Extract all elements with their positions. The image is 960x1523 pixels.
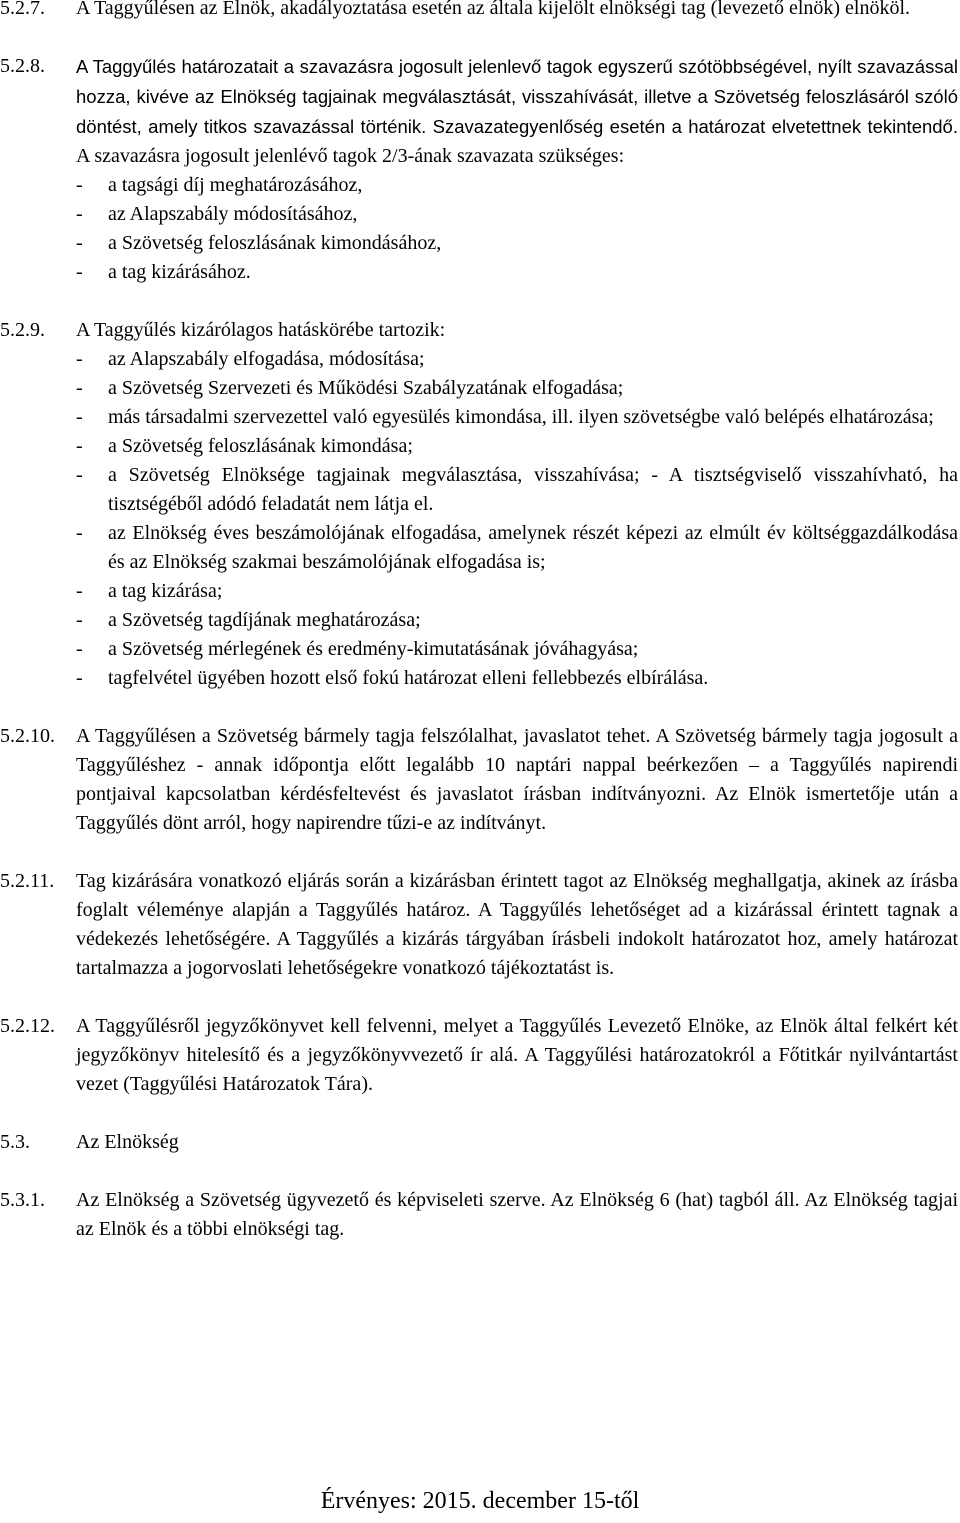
clause-text: A Taggyűlésen a Szövetség bármely tagja felszólalhat, javaslatot tehet. A Szövetség bármely tagja jogosult a Taggyűléshez - annak időpontja előtt legalább 10 naptári nappal beérkezően – a Taggyűlés napirendi pontjaival kapcsolatban kérdésfeltevést és javaslatot írásban indítványozni. Az Elnök ismertetője után a Taggyűlés dönt arról, hogy napirendre tűzi-e az indítványt. [76, 725, 958, 834]
clause-number: 5.2.7. [0, 0, 45, 19]
list-item: - a Szövetség tagdíjának meghatározása; [76, 609, 421, 631]
list-item: - a tag kizárásához. [76, 261, 251, 283]
clause-number: 5.2.12. [0, 1015, 55, 1037]
clause-number: 5.3. [0, 1131, 30, 1153]
clause-5-2-12 [0, 1012, 958, 1099]
clause-text: A Taggyűlés határozatait a szavazásra jogosult jelenlevő tagok egyszerű szótöbbségével, nyílt szavazással hozza, kivéve az Elnökség tagjainak megválasztását, visszahívását, illetve a Szövetség feloszlásáról szóló döntést, amely titkos szavazással történik. Szavazategyenlőség esetén a határozat elvetettnek tekintendő. [76, 56, 958, 137]
clause-text: A Taggyűlés kizárólagos hatáskörébe tartozik: [76, 319, 446, 341]
section-title: Az Elnökség [76, 1131, 179, 1153]
clause-text: Tag kizárására vonatkozó eljárás során a kizárásban érintett tagot az Elnökség meghallgatja, akinek az írásba foglalt véleménye alapján a Taggyűlés határoz. A Taggyűlés lehetőséget ad a kizárással érintett tagnak a védekezés lehetőségére. A Taggyűlés a kizárás tárgyában írásbeli indokolt határozatot hoz, amely határozat tartalmazza a jogorvoslati lehetőségekre vonatkozó tájékoztatást is. [76, 870, 958, 979]
list-item: - az Alapszabály elfogadása, módosítása; [76, 348, 425, 370]
list-item: - az Alapszabály módosításához, [76, 203, 358, 225]
list-item: - más társadalmi szervezettel való egyesülés kimondása, ill. ilyen szövetségbe való belépés elhatározása; [76, 406, 934, 428]
competence-list [76, 345, 958, 693]
list-item: - a tag kizárása; [76, 580, 223, 602]
clause-number: 5.2.10. [0, 725, 55, 747]
clause-text: Az Elnökség a Szövetség ügyvezető és képviseleti szerve. Az Elnökség 6 (hat) tagból áll. Az Elnökség tagjai az Elnök és a többi elnökségi tag. [76, 1189, 958, 1240]
clause-5-2-7 [0, 0, 958, 23]
clause-number: 5.3.1. [0, 1189, 45, 1211]
clause-5-2-9 [0, 316, 958, 693]
page-footer-validity: Érvényes: 2015. december 15-től [320, 1488, 640, 1514]
clause-5-2-11 [0, 867, 958, 983]
clause-text: A Taggyűlésen az Elnök, akadályoztatása esetén az általa kijelölt elnökségi tag (levezető elnök) elnököl. [76, 0, 911, 19]
list-item: - a Szövetség mérlegének és eredmény-kimutatásának jóváhagyása; [76, 638, 639, 660]
list-item: - a tagsági díj meghatározásához, [76, 174, 363, 196]
section-5-3-heading [0, 1128, 958, 1157]
requirement-list [76, 171, 958, 287]
list-item: - a Szövetség Elnöksége tagjainak megválasztása, visszahívása; - A tisztségviselő visszahívható, ha tisztségéből adódó feladatát nem látja el. [76, 464, 958, 515]
clause-number: 5.2.8. [0, 55, 45, 77]
list-item: - a Szövetség Szervezeti és Működési Szabályzatának elfogadása; [76, 377, 624, 399]
clause-number: 5.2.11. [0, 870, 55, 892]
list-item: - a Szövetség feloszlásának kimondása; [76, 435, 413, 457]
clause-5-2-8 [0, 52, 958, 287]
clause-text: A Taggyűlésről jegyzőkönyvet kell felvenni, melyet a Taggyűlés Levezető Elnöke, az Elnök által felkért két jegyzőkönyv hitelesítő és a jegyzőkönyvvezető ír alá. A Taggyűlési határozatokról a Főtitkár nyilvántartást vezet (Taggyűlési Határozatok Tára). [76, 1015, 958, 1095]
list-item: - tagfelvétel ügyében hozott első fokú határozat elleni fellebbezés elbírálása. [76, 667, 709, 689]
clause-text-continued: A szavazásra jogosult jelenlévő tagok 2/3-ának szavazata szükséges: [76, 145, 625, 167]
clause-5-3-1 [0, 1186, 958, 1244]
clause-number: 5.2.9. [0, 319, 45, 341]
list-item: - az Elnökség éves beszámolójának elfogadása, amelynek részét képezi az elmúlt év költséggazdálkodása és az Elnökség szakmai beszámolójának elfogadása is; [76, 522, 958, 573]
clause-5-2-10 [0, 722, 958, 838]
list-item: - a Szövetség feloszlásának kimondásához, [76, 232, 442, 254]
